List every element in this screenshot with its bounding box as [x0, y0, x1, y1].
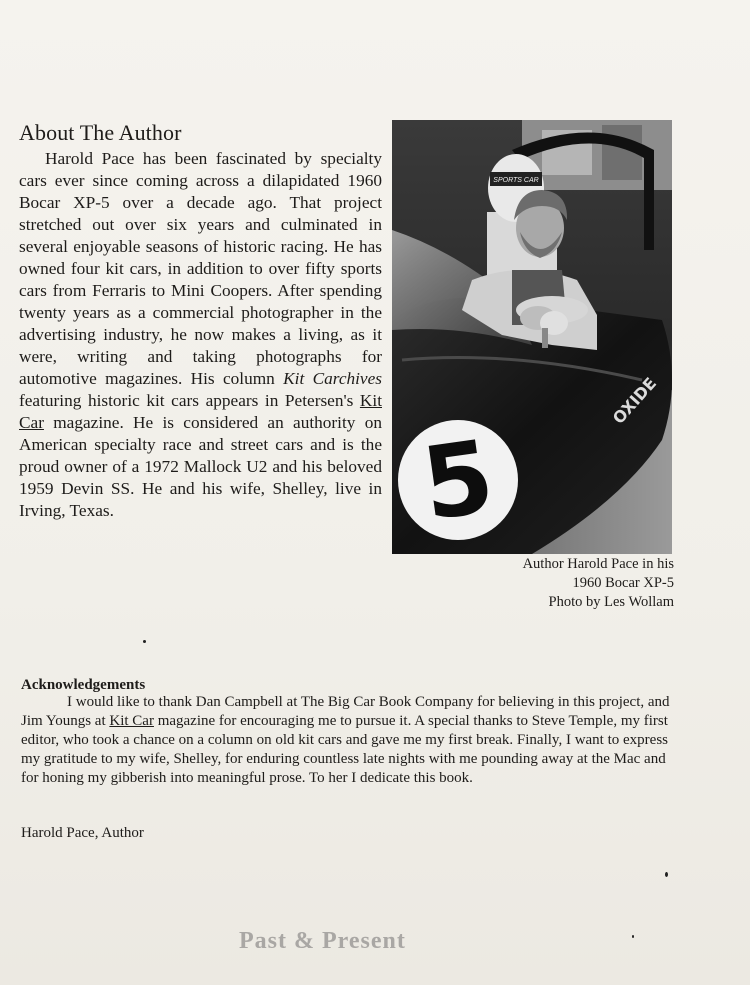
author-photo [392, 120, 672, 554]
ack-text-start: I would like to thank Dan Campbell at The Big Car Book Company for believing in this project, and Jim Youngs at [21, 694, 670, 729]
ack-text-end: magazine for encouraging me to pursue it. A special thanks to Steve Temple, my first editor, who took a chance on a column on old kit cars and gave me my first break. Finally, I want to express my gratitude to my wife, Shelley, for enduring countless late nights with me pounding away at the Mac and for honing my gibberish into meaningful prose. To her I dedicate this book. [21, 713, 668, 786]
column-name: Kit Carchives [283, 369, 382, 388]
caption-line-2: 1960 Bocar XP-5 [572, 575, 674, 591]
acknowledgements-paragraph [21, 693, 675, 788]
fender-label: OXIDE [608, 373, 661, 428]
acknowledgements-heading: Acknowledgements [21, 677, 146, 693]
magazine-name: Kit Car [19, 391, 382, 432]
about-text-mid: featuring historic kit cars appears in Petersen's [19, 391, 360, 410]
helmet-label: SPORTS CAR [493, 177, 539, 184]
ack-magazine-name: Kit Car [109, 713, 154, 729]
caption-line-3: Photo by Les Wollam [548, 594, 674, 610]
print-speck [143, 640, 146, 643]
about-text-start: Harold Pace has been fascinated by specialty cars ever since coming across a dilapidated 1960 Bocar XP-5 over a decade ago. That project stretched out over six years and culminated in several enjoyable seasons of historic racing. He has owned four kit cars, in addition to over fifty sports cars from Ferraris to Mini Coopers. After spending twenty years as a commercial photographer in the advertising industry, he now makes a living, as it were, writing and taking photographs for automotive magazines. His column [19, 149, 382, 388]
about-paragraph [19, 148, 382, 522]
photo-caption [523, 555, 674, 612]
about-text-end: magazine. He is considered an authority on American specialty race and street cars and is the proud owner of a 1972 Mallock U2 and his beloved 1959 Devin SS. He and his wife, Shelley, live in Irving, Texas. [19, 413, 382, 520]
print-speck [632, 935, 634, 938]
caption-line-1: Author Harold Pace in his [522, 556, 674, 572]
print-speck [665, 872, 668, 877]
about-title: About The Author [19, 120, 182, 145]
author-signature: Harold Pace, Author [21, 825, 144, 841]
race-number: 5 [415, 417, 501, 544]
footer-title: Past & Present [239, 928, 406, 954]
